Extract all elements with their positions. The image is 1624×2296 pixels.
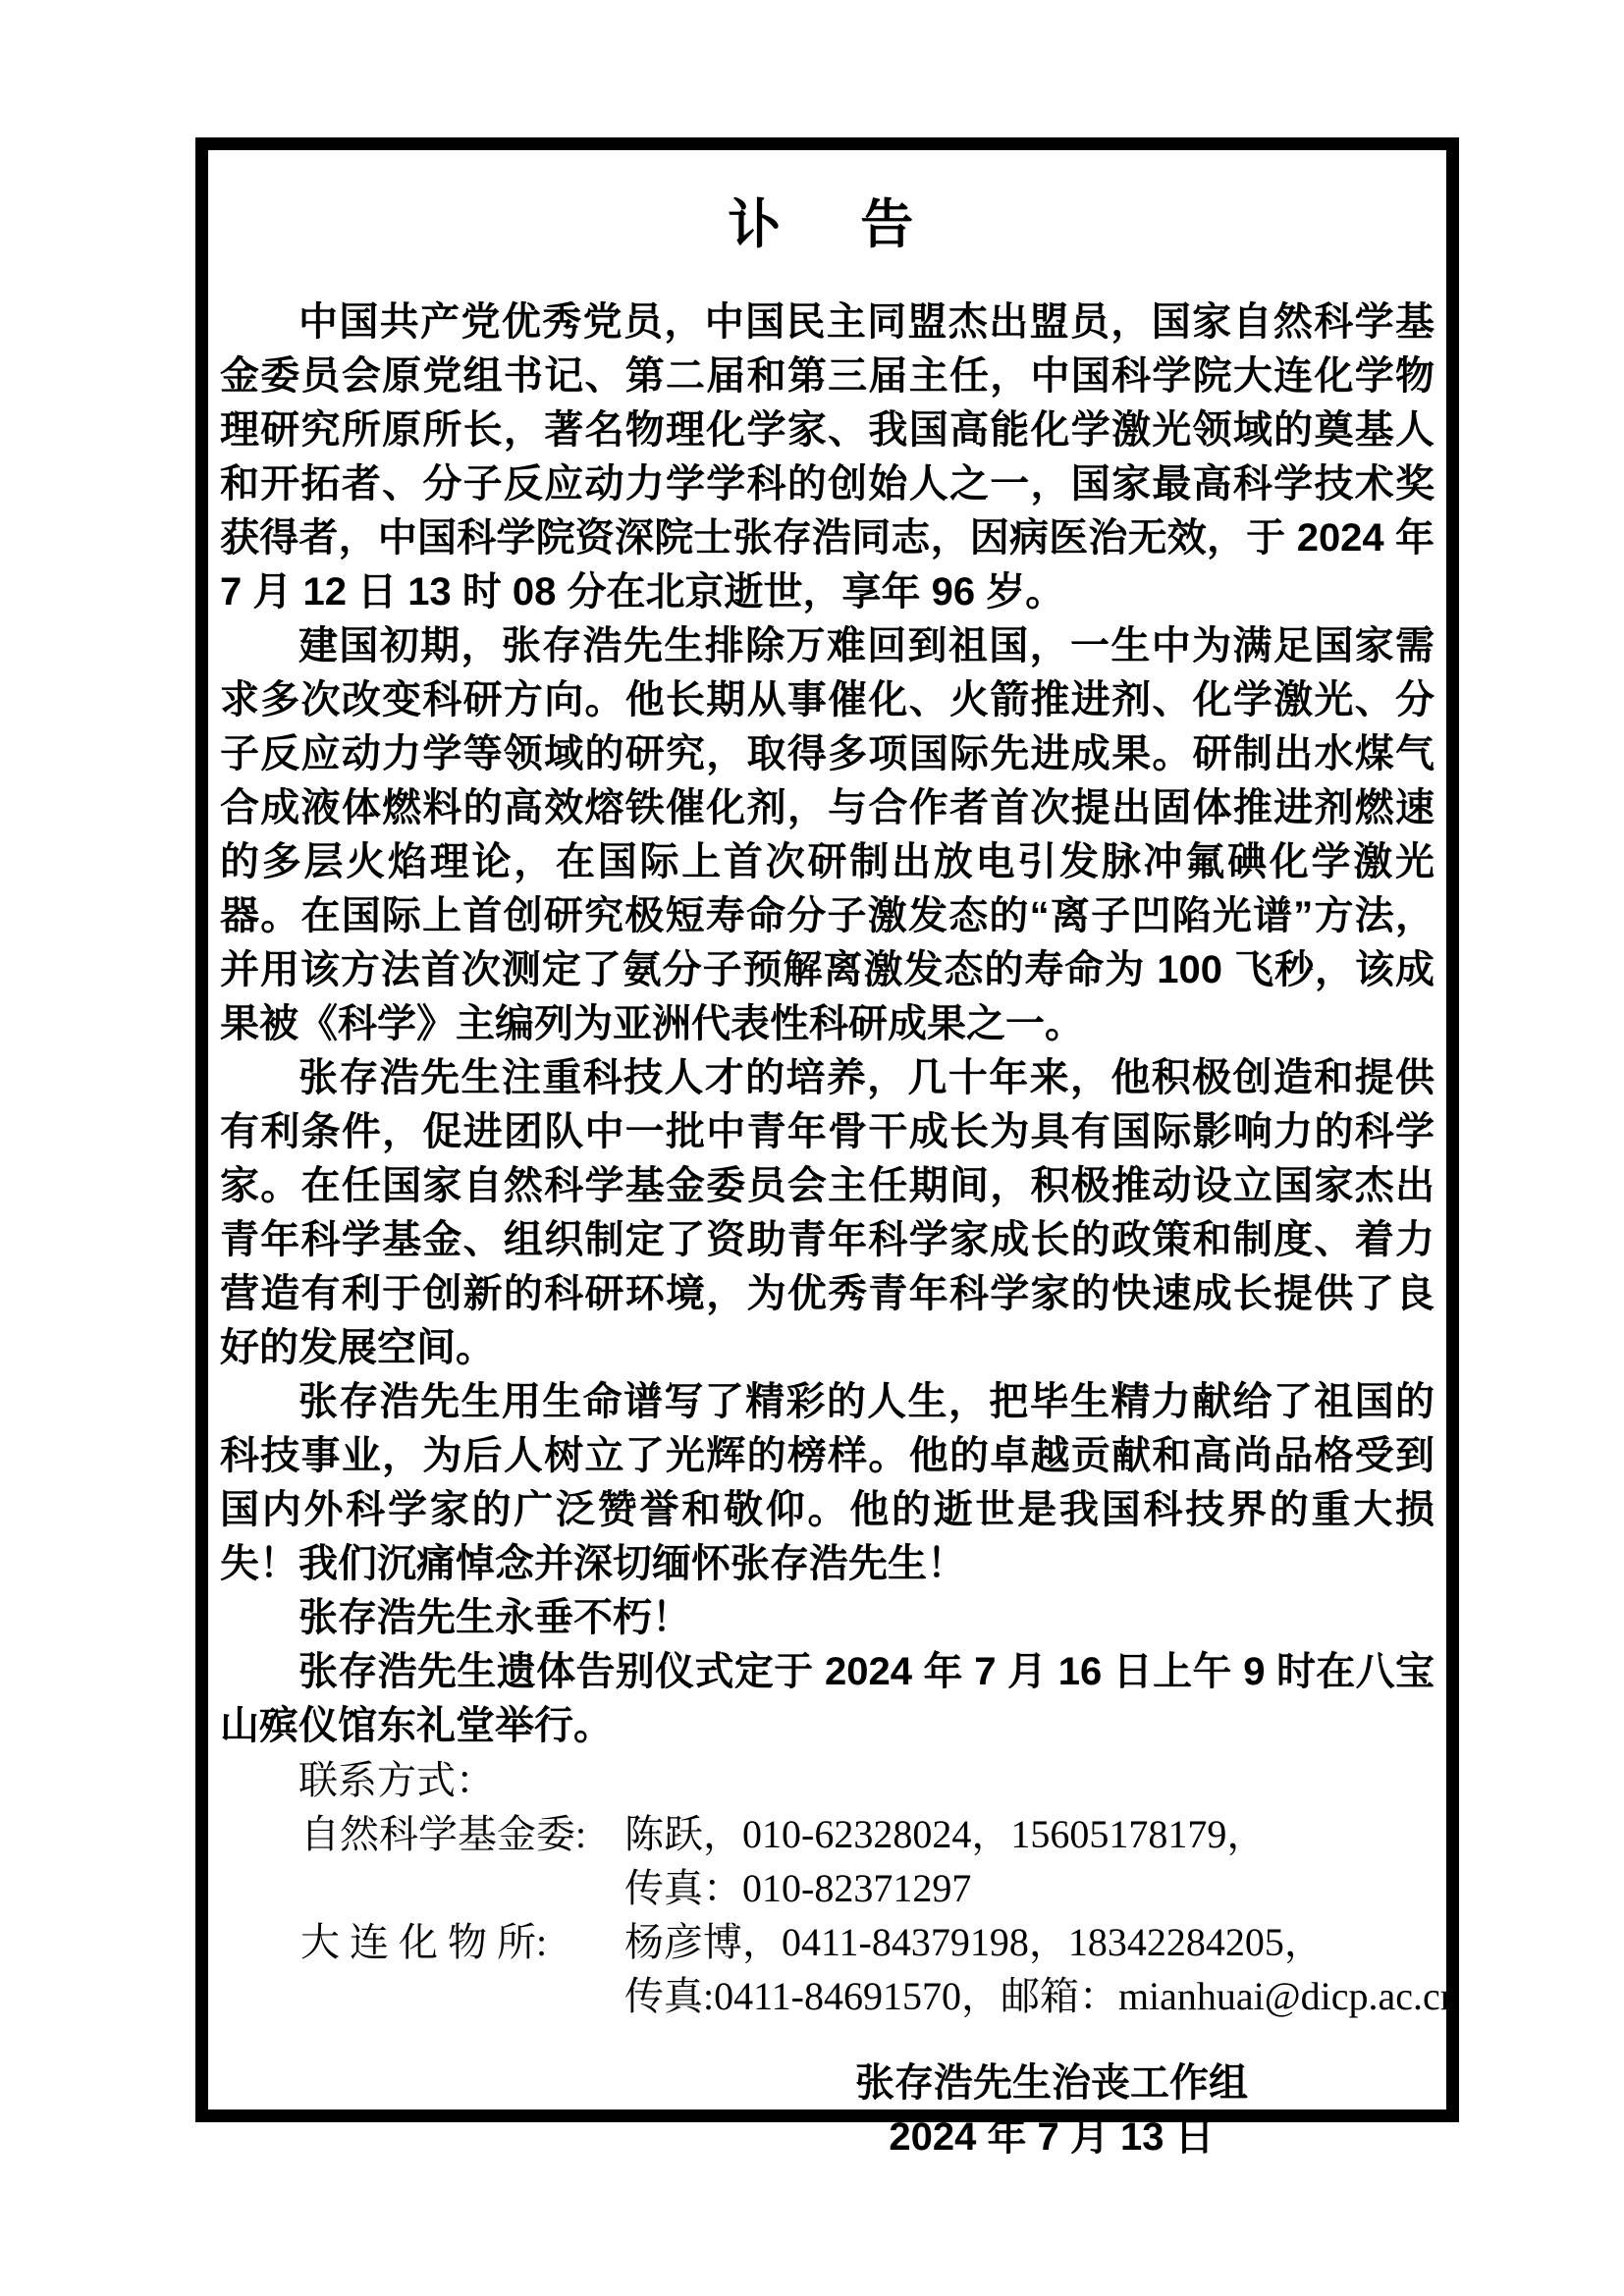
body-paragraph: 张存浩先生用生命谱写了精彩的人生，把毕生精力献给了祖国的科技事业，为后人树立了光辉的榜样。他的卓越贡献和高尚品格受到国内外科学家的广泛赞誉和敬仰。他的逝世是我国科技界的重大损失！我们沉痛悼念并深切缅怀张存浩先生！: [220, 1380, 1435, 1585]
signature-date: 2024 年 7 月 13 日: [889, 2115, 1215, 2159]
contact-value: 传真：010-82371297: [624, 1866, 972, 1910]
contact-row: [220, 1807, 1435, 1861]
contact-label: 自然科学基金委:: [300, 1812, 587, 1856]
contact-value: 杨彦博，0411-84379198，18342284205，: [624, 1920, 1324, 1964]
contact-label: [300, 1969, 624, 2023]
body-paragraph: 张存浩先生永垂不朽！: [298, 1596, 691, 1639]
contact-value: 传真:0411-84691570，邮箱：mianhuai@dicp.ac.cn: [624, 1974, 1460, 2018]
page-title: 讣 告: [728, 195, 927, 254]
contact-row: [220, 1969, 1460, 2023]
body-paragraph: 张存浩先生遗体告别仪式定于 2024 年 7 月 16 日上午 9 时在八宝山殡仪馆东礼堂举行。: [220, 1650, 1435, 1747]
body-paragraph: 张存浩先生注重科技人才的培养，几十年来，他积极创造和提供有利条件，促进团队中一批中青年骨干成长为具有国际影响力的科学家。在任国家自然科学基金委员会主任期间，积极推动设立国家杰出青年科学基金、组织制定了资助青年科学家成长的政策和制度、着力营造有利于创新的科研环境，为优秀青年科学家的快速成长提供了良好的发展空间。: [220, 1056, 1435, 1369]
contact-rows: [220, 1807, 1460, 2023]
contact-section: [220, 1753, 1460, 2023]
body-paragraph: 建国初期，张存浩先生排除万难回到祖国，一生中为满足国家需求多次改变科研方向。他长期从事催化、火箭推进剂、化学激光、分子反应动力学等领域的研究，取得多项国际先进成果。研制出水煤气合成液体燃料的高效熔铁催化剂，与合作者首次提出固体推进剂燃速的多层火焰理论，在国际上首次研制出放电引发脉冲氟碘化学激光器。在国际上首创研究极短寿命分子激发态的“离子凹陷光谱”方法，并用该方法首次测定了氨分子预解离激发态的寿命为 100 飞秒，该成果被《科学》主编列为亚洲代表性科研成果之一。: [220, 624, 1435, 1045]
contact-row: [220, 1915, 1435, 1969]
signature-group: 张存浩先生治丧工作组: [855, 2061, 1248, 2105]
contact-row: [220, 1861, 1435, 1915]
contact-value: 陈跃，010-62328024，15605178179，: [624, 1812, 1267, 1856]
contact-label: [300, 1861, 624, 1915]
contact-label: 大 连 化 物 所:: [300, 1920, 548, 1964]
obituary-frame: [195, 137, 1460, 2159]
obituary-body: [220, 295, 1435, 1753]
body-paragraph: 中国共产党优秀党员，中国民主同盟杰出盟员，国家自然科学基金委员会原党组书记、第二届和第三届主任，中国科学院大连化学物理研究所原所长，著名物理化学家、我国高能化学激光领域的奠基人和开拓者、分子反应动力学学科的创始人之一，国家最高科学技术奖获得者，中国科学院资深院士张存浩同志，因病医治无效，于 2024 年 7 月 12 日 13 时 08 分在北京逝世，享年 96 岁。: [220, 300, 1435, 614]
signature-block: [855, 2056, 1248, 2164]
contact-heading: 联系方式：: [298, 1758, 495, 1802]
